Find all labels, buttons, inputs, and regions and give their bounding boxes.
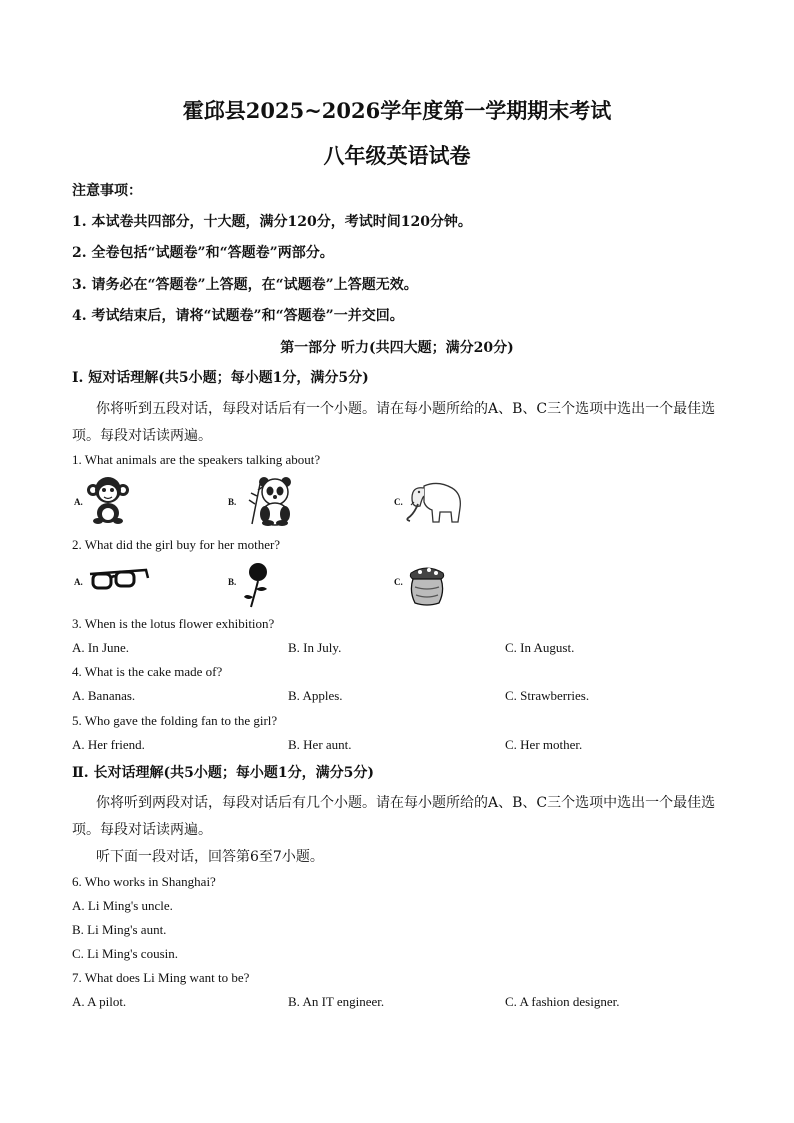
- option-c: C. A fashion designer.: [505, 994, 620, 1009]
- flower-icon: [241, 561, 271, 609]
- option-b: B. In July.: [288, 640, 342, 655]
- option-label: C.: [394, 577, 403, 587]
- section1-instruction-cont: 项。每段对话读两遍。: [72, 428, 212, 444]
- section1-heading: Ⅰ. 短对话理解(共5小题；每小题1分，满分5分): [72, 370, 369, 386]
- honey-jar-icon: [407, 563, 447, 607]
- notes-heading: 注意事项：: [72, 183, 142, 199]
- option-a: A. In June.: [72, 640, 130, 655]
- option-b: B. An IT engineer.: [288, 994, 385, 1009]
- question-1: 1. What animals are the speakers talking about?: [72, 452, 321, 467]
- option-a: A. A pilot.: [72, 994, 127, 1009]
- note-item: 1. 本试卷共四部分，十大题，满分120分，考试时间120分钟。: [72, 214, 472, 230]
- option-label: A.: [74, 497, 83, 507]
- option-a: A. Her friend.: [72, 737, 145, 752]
- section1-instruction: 你将听到五段对话，每段对话后有一个小题。请在每小题所给的A、B、C三个选项中选出一个最佳选: [96, 401, 716, 417]
- option-c: C. In August.: [505, 640, 575, 655]
- option-label: A.: [74, 577, 83, 587]
- question-6: 6. Who works in Shanghai?: [72, 874, 216, 889]
- panda-icon: [246, 474, 298, 526]
- exam-subtitle: 八年级英语试卷: [323, 143, 471, 168]
- option-label: B.: [228, 577, 237, 587]
- section2-sub-instruction: 听下面一段对话，回答第6至7小题。: [96, 849, 324, 865]
- monkey-icon: [86, 476, 130, 524]
- option-b: B. Apples.: [288, 688, 343, 703]
- question-3: 3. When is the lotus flower exhibition?: [72, 616, 275, 631]
- question-4: 4. What is the cake made of?: [72, 664, 223, 679]
- option-a: A. Bananas.: [72, 688, 136, 703]
- note-item: 4. 考试结束后，请将“试题卷”和“答题卷”一并交回。: [72, 308, 404, 324]
- section2-instruction-cont: 项。每段对话读两遍。: [72, 822, 212, 838]
- option-label: C.: [394, 497, 403, 507]
- elephant-icon: [404, 478, 466, 526]
- question-2: 2. What did the girl buy for her mother?: [72, 537, 281, 552]
- glasses-icon: [88, 566, 150, 596]
- option-b: B. Her aunt.: [288, 737, 352, 752]
- option-label: B.: [228, 497, 237, 507]
- section2-heading: Ⅱ. 长对话理解(共5小题；每小题1分，满分5分): [72, 765, 375, 781]
- exam-title: 霍邱县2025~2026学年度第一学期期末考试: [182, 98, 612, 123]
- option-b: B. Li Ming's aunt.: [72, 922, 167, 937]
- option-c: C. Strawberries.: [505, 688, 590, 703]
- question-7: 7. What does Li Ming want to be?: [72, 970, 250, 985]
- option-a: A. Li Ming's uncle.: [72, 898, 173, 913]
- note-item: 3. 请务必在“答题卷”上答题，在“试题卷”上答题无效。: [72, 277, 418, 293]
- option-c: C. Her mother.: [505, 737, 583, 752]
- part1-heading: 第一部分 听力(共四大题；满分20分): [280, 340, 514, 356]
- note-item: 2. 全卷包括“试题卷”和“答题卷”两部分。: [72, 245, 334, 261]
- question-5: 5. Who gave the folding fan to the girl?: [72, 713, 278, 728]
- section2-instruction: 你将听到两段对话，每段对话后有几个小题。请在每小题所给的A、B、C三个选项中选出一个最佳选: [96, 795, 716, 811]
- option-c: C. Li Ming's cousin.: [72, 946, 178, 961]
